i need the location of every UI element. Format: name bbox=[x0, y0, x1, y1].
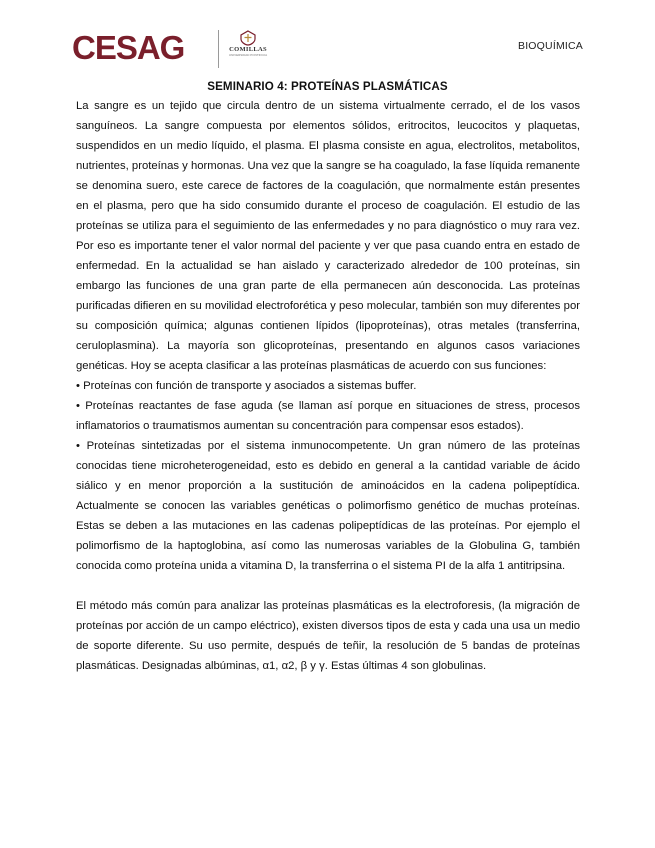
comillas-logo-text: COMILLAS bbox=[229, 46, 267, 53]
document-title: SEMINARIO 4: PROTEÍNAS PLASMÁTICAS bbox=[207, 80, 448, 93]
logo-divider bbox=[218, 30, 219, 68]
bullet-transport: • Proteínas con función de transporte y asociados a sistemas buffer. bbox=[76, 380, 417, 392]
paragraph-intro: La sangre es un tejido que circula dentro de un sistema virtualmente cerrado, el de los vasos sanguíneos. La sangre compuesta por elementos sólidos, eritrocitos, leucocitos y plaquetas, suspendidos en un medio líquido, el plasma. El plasma consiste en agua, electrolitos, metabolitos, nutrientes, proteínas y hormonas. Una vez que la sangre se ha coagulado, la fase líquida remanente se denomina suero, este carece de factores de la coagulación, que normalmente están presentes en el plasma, pero que ha sido consumido durante el proceso de coagulación. El estudio de las proteínas se utiliza para el seguimiento de las enfermedades y no para diagnóstico o muy rara vez. Por eso es importante tener el valor normal del paciente y ver que pasa cuando entra en estado de enfermedad. En la actualidad se han aislado y caracterizado alrededor de 100 proteínas, sin embargo las funciones de una gran parte de ella permanecen aún desconocida. Las proteínas purificadas difieren en su movilidad electroforética y peso molecular, también son muy diferentes por su composición química; algunas contienen lípidos (lipoproteínas), otras metales (transferrina, ceruloplasmina). La mayoría son glicoproteínas, presentando en algunos casos variaciones genéticas. Hoy se acepta clasificar a las proteínas plasmáticas de acuerdo con sus funciones: bbox=[76, 100, 580, 372]
bullet-immune: • Proteínas sintetizadas por el sistema inmunocompetente. Un gran número de las proteínas conocidas tiene microheterogeneidad, esto es debido en general a la cantidad variable de ácido siálico y en menor proporción a la sustitución de aminoácidos en la cadena polipeptídica. Actualmente se conocen las variables genéticas o polimorfismo genético de muchas proteínas. Estas se deben a las mutaciones en las cadenas polipeptídicas de las proteínas. Por ejemplo el polimorfismo de la haptoglobina, así como las numerosas variables de la Globulina G, también conocida como proteína unida a vitamina D, la transferrina o el sistema PI de la alfa 1 antitripsina. bbox=[76, 440, 580, 572]
subject-label: BIOQUÍMICA bbox=[517, 40, 583, 52]
bullet-acute-phase: • Proteínas reactantes de fase aguda (se llaman así porque en situaciones de stress, procesos inflamatorios o traumatismos aumentan su concentración para compensar esos estados). bbox=[76, 400, 580, 432]
comillas-logo bbox=[226, 30, 270, 68]
paragraph-electrophoresis: El método más común para analizar las proteínas plasmáticas es la electroforesis, (la migración de proteínas por acción de un campo eléctrico), existen diversos tipos de esta y cada una usa un medio de soporte diferente. Su uso permite, después de teñir, la resolución de 5 bandas de proteínas plasmáticas. Designadas albúminas, α1, α2, β y γ. Estas últimas 4 son globulinas. bbox=[76, 600, 580, 672]
document-body bbox=[76, 96, 580, 676]
comillas-emblem-icon bbox=[239, 30, 257, 46]
cesag-logo: CESAG bbox=[72, 29, 185, 66]
comillas-logo-subtext: UNIVERSIDAD PONTIFICIA bbox=[228, 53, 268, 57]
page-header bbox=[72, 28, 583, 72]
